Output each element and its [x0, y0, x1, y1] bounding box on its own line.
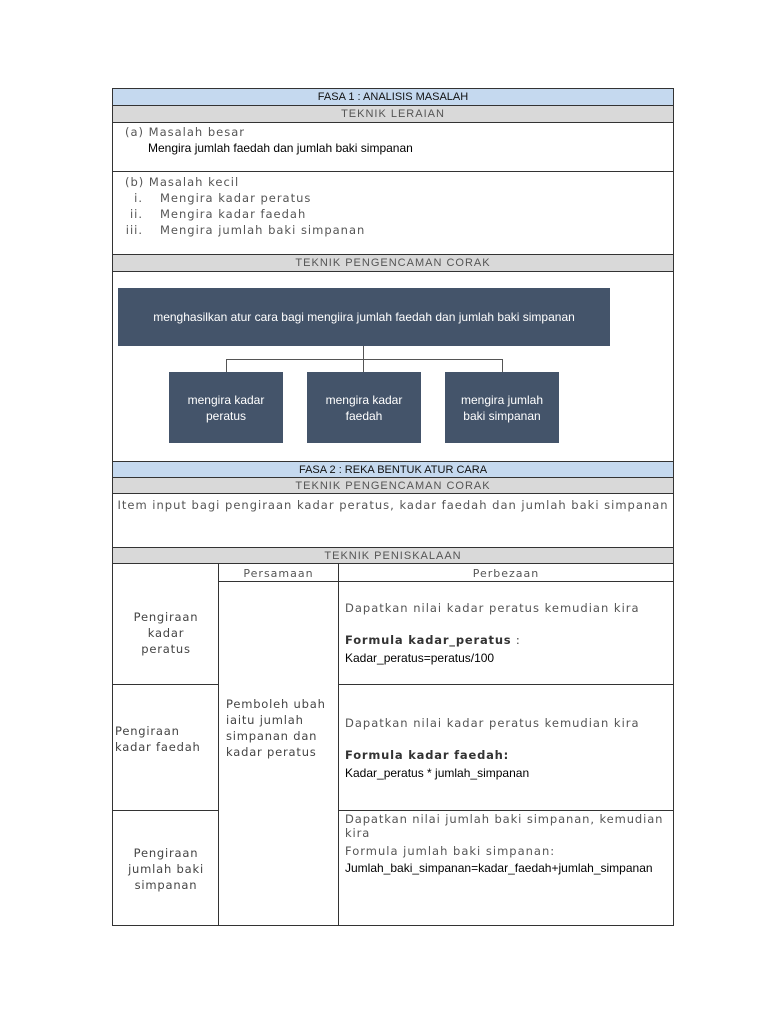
divider: [113, 171, 673, 172]
perbezaan-line: Dapatkan nilai kadar peratus kemudian kira: [345, 716, 640, 730]
list-item: Mengira kadar peratus: [160, 191, 312, 205]
document-table: [112, 88, 674, 926]
column-header-persamaan: Persamaan: [243, 567, 314, 580]
formula-text: Jumlah_baki_simpanan=kadar_faedah+jumlah_simpanan: [345, 861, 653, 875]
column-header-perbezaan: Perbezaan: [472, 567, 540, 580]
formula-label: [345, 633, 521, 647]
connector-line: [502, 359, 503, 372]
teknik-pengecaman-heading-2: TEKNIK PENGENCAMAN CORAK: [113, 478, 673, 494]
diagram-child-box: mengira jumlah baki simpanan: [445, 372, 559, 443]
diagram-child-box: mengira kadar peratus: [169, 372, 283, 443]
fasa2-title: FASA 2 : REKA BENTUK ATUR CARA: [113, 462, 673, 478]
row-label: Pengiraan jumlah baki simpanan: [128, 846, 204, 892]
row-divider: [113, 684, 219, 685]
row-divider: [113, 810, 219, 811]
formula-label: Formula kadar faedah:: [345, 748, 510, 762]
diagram-child-box: mengira kadar faedah: [307, 372, 421, 443]
persamaan-text: Pemboleh ubah iaitu jumlah simpanan dan kadar peratus: [226, 697, 326, 759]
list-item-number: ii.: [129, 207, 143, 221]
connector-line: [226, 359, 227, 372]
perbezaan-line: Dapatkan nilai kadar peratus kemudian kira: [345, 601, 640, 615]
formula-text: Kadar_peratus * jumlah_simpanan: [345, 766, 530, 780]
list-item-number: iii.: [125, 223, 143, 237]
masalah-besar-label: (a) Masalah besar: [125, 125, 246, 139]
item-input-text: Item input bagi pengiraan kadar peratus, kadar faedah dan jumlah baki simpanan: [117, 498, 669, 512]
teknik-peniskalaan-heading: TEKNIK PENISKALAAN: [113, 548, 673, 564]
formula-label-suffix: :: [511, 633, 521, 647]
diagram-root-box: menghasilkan atur cara bagi mengiira jumlah faedah dan jumlah baki simpanan: [118, 288, 610, 346]
row-divider: [339, 810, 673, 811]
teknik-pengecaman-heading: TEKNIK PENGENCAMAN CORAK: [113, 255, 673, 272]
row-divider: [219, 581, 673, 582]
fasa1-title: FASA 1 : ANALISIS MASALAH: [113, 89, 673, 106]
masalah-besar-text: Mengira jumlah faedah dan jumlah baki simpanan: [148, 141, 413, 155]
list-item: Mengira kadar faedah: [160, 207, 307, 221]
formula-text: Kadar_peratus=peratus/100: [345, 651, 495, 665]
teknik-leraian-heading: TEKNIK LERAIAN: [113, 106, 673, 123]
row-divider: [339, 684, 673, 685]
column-divider: [218, 564, 219, 925]
formula-label: Formula jumlah baki simpanan:: [345, 844, 556, 858]
connector-line: [363, 346, 364, 360]
row-label: Pengiraan kadar faedah: [115, 724, 201, 754]
perbezaan-line: Dapatkan nilai jumlah baki simpanan, kemudian kira: [345, 812, 664, 840]
masalah-kecil-label: (b) Masalah kecil: [125, 175, 240, 189]
formula-label-text: Formula kadar_peratus: [345, 633, 512, 647]
list-item-number: i.: [134, 191, 143, 205]
row-label: Pengiraan kadar peratus: [133, 610, 199, 656]
list-item: Mengira jumlah baki simpanan: [160, 223, 366, 237]
connector-line: [363, 359, 364, 372]
connector-line: [226, 359, 503, 360]
column-divider: [338, 564, 339, 925]
